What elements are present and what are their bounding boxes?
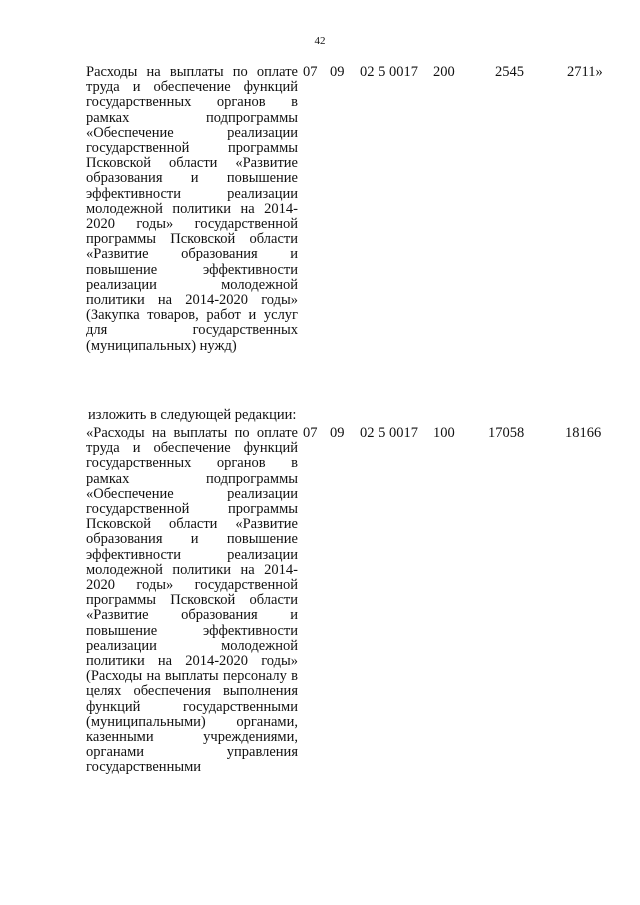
row-1-expense-type: 200: [433, 64, 455, 80]
row-1-description: Расходы на выплаты по оплате труда и обеспечение функций государственных органов в рамках подпрограммы «Обеспечение реализации государственной программы Псковской области «Развитие образования и повышение эффективности реализации молодежной политики на 2014-2020 годы» государственной программы Псковской области «Развитие образования и повышение эффективности реализации молодежной политики на 2014-2020 годы» (Закупка товаров, работ и услуг для государственных (муниципальных) нужд): [86, 64, 298, 354]
row-2-amount-1: 17058: [488, 425, 525, 441]
row-2-section: 07: [303, 425, 318, 441]
row-1-subsection: 09: [330, 64, 345, 80]
row-1-amount-1: 2545: [495, 64, 524, 80]
row-1-amount-2: 2711»: [567, 64, 603, 80]
row-2-target-item: 02 5 0017: [360, 425, 418, 441]
row-2-amount-2: 18166: [565, 425, 602, 441]
amendment-instruction: изложить в следующей редакции:: [88, 407, 297, 423]
row-2-expense-type: 100: [433, 425, 455, 441]
row-2-subsection: 09: [330, 425, 345, 441]
row-1-target-item: 02 5 0017: [360, 64, 418, 80]
row-1-section: 07: [303, 64, 318, 80]
row-2-description: «Расходы на выплаты по оплате труда и обеспечение функций государственных органов в рамках подпрограммы «Обеспечение реализации государственной программы Псковской области «Развитие образования и повышение эффективности реализации молодежной политики на 2014-2020 годы» государственной программы Псковской области «Развитие образования и повышение эффективности реализации молодежной политики на 2014-2020 годы» (Расходы на выплаты персоналу в целях обеспечения выполнения функций государственными (муниципальными) органами, казенными учреждениями, органами управления государственными: [86, 425, 298, 776]
page-number: 42: [314, 35, 326, 47]
